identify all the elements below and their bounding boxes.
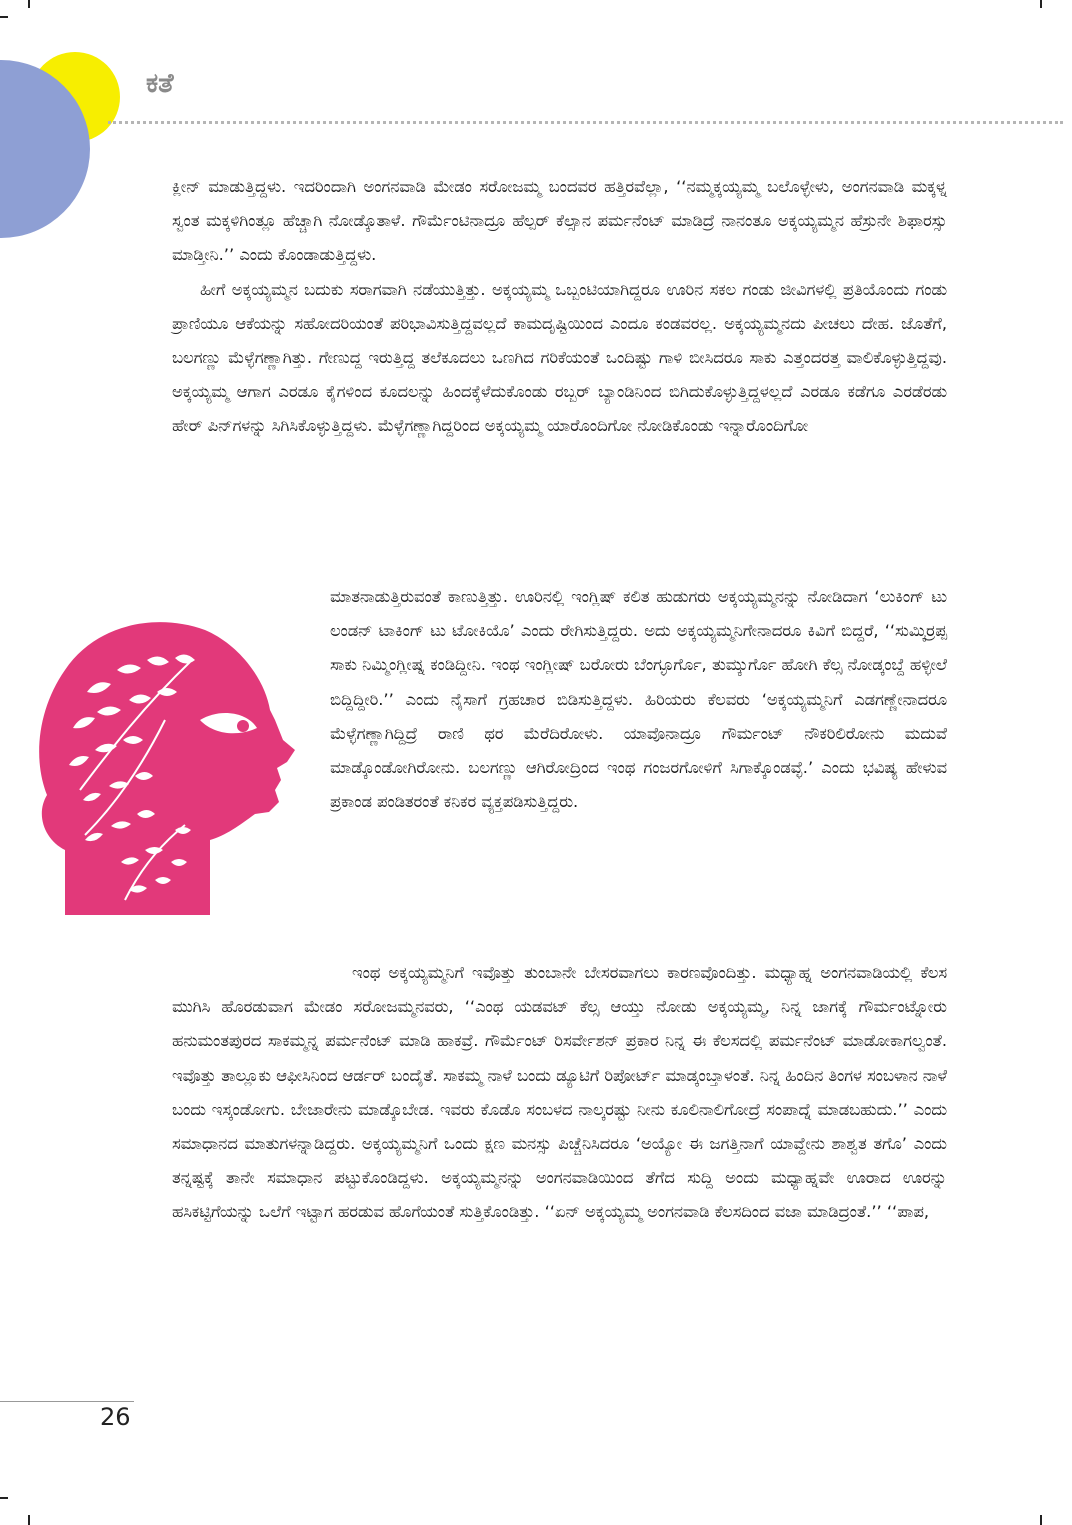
header-dotted-rule bbox=[108, 121, 1063, 124]
paragraph-1: ಕ್ಲೀನ್ ಮಾಡುತ್ತಿದ್ದಳು. ಇದರಿಂದಾಗಿ ಅಂಗನವಾಡಿ ಮೇಡಂ ಸರೋಜಮ್ಮ ಬಂದವರ ಹತ್ತಿರವೆಲ್ಲಾ, ‘‘ನಮ್ಮಕ್ಕಯ್ಯಮ್ಮ ಬಲೊಳ್ಳೇಳು, ಅಂಗನವಾಡಿ ಮಕ್ಕಳ್ನ ಸ್ವಂತ ಮಕ್ಕಳಿಗಿಂತ್ಲೂ ಹೆಚ್ಚಾಗಿ ನೋಡ್ಕೊತಾಳೆ. ಗೌರ್ಮೆಂಟಿನಾದ್ರೂ ಹೆಲ್ಪರ್ ಕೆಲ್ಸಾನ ಪರ್ಮನೆಂಟ್ ಮಾಡಿದ್ರೆ ನಾನಂತೂ ಅಕ್ಕಯ್ಯಮ್ಮನ ಹೆಸ್ರುನೇ ಶಿಫಾರಸ್ಸು ಮಾಡ್ತೀನಿ.’’ ಎಂದು ಕೊಂಡಾಡುತ್ತಿದ್ದಳು. bbox=[172, 177, 947, 265]
crop-mark bbox=[1040, 1515, 1042, 1525]
woman-profile-illustration bbox=[25, 600, 300, 918]
section-title: ಕತೆ bbox=[146, 68, 174, 99]
footer-rule bbox=[0, 1401, 134, 1402]
crop-mark bbox=[0, 1497, 8, 1499]
crop-mark bbox=[1040, 0, 1042, 8]
crop-mark bbox=[0, 16, 8, 18]
page-number: 26 bbox=[100, 1403, 131, 1431]
paragraph-3: ಇಂಥ ಅಕ್ಕಯ್ಯಮ್ಮನಿಗೆ ಇವೊತ್ತು ತುಂಬಾನೇ ಬೇಸರವಾಗಲು ಕಾರಣವೊಂದಿತ್ತು. ಮಧ್ಯಾಹ್ನ ಅಂಗನವಾಡಿಯಲ್ಲಿ ಕೆಲಸ ಮುಗಿಸಿ ಹೊರಡುವಾಗ ಮೇಡಂ ಸರೋಜಮ್ಮನವರು, ‘‘ಎಂಥ ಯಡವಟ್ ಕೆಲ್ಸ ಆಯ್ತು ನೋಡು ಅಕ್ಕಯ್ಯಮ್ಮ, ನಿನ್ನ ಜಾಗಕ್ಕೆ ಗೌರ್ಮಂಟ್ನೋರು ಹನುಮಂತಪುರದ ಸಾಕಮ್ಮನ್ನ ಪರ್ಮನೆಂಟ್ ಮಾಡಿ ಹಾಕವ್ರೆ. ಗೌರ್ಮೆಂಟ್ ರಿಸರ್ವೇಶನ್ ಪ್ರಕಾರ ನಿನ್ನ ಈ ಕೆಲಸದಲ್ಲಿ ಪರ್ಮನೆಂಟ್ ಮಾಡೋಕಾಗಲ್ವಂತೆ. ಇವೊತ್ತು ತಾಲ್ಲೂಕು ಆಫೀಸಿನಿಂದ ಆರ್ಡರ್ ಬಂದೈತೆ. ಸಾಕಮ್ಮ ನಾಳೆ ಬಂದು ಡ್ಯೂಟಿಗೆ ರಿಪೋರ್ಟ್ ಮಾಡ್ಕಂಬ್ತಾಳಂತೆ. ನಿನ್ನ ಹಿಂದಿನ ತಿಂಗಳ ಸಂಬಳಾನ ನಾಳೆ ಬಂದು ಇಸ್ಕಂಡೋಗು. ಬೇಜಾರೇನು ಮಾಡ್ಕೊಬೇಡ. ಇವರು ಕೊಡೊ ಸಂಬಳದ ನಾಲ್ಕರಷ್ಟು ನೀನು ಕೂಲಿನಾಲಿಗೋದ್ರೆ ಸಂಪಾದ್ನೆ ಮಾಡಬಹುದು.’’ ಎಂದು ಸಮಾಧಾನದ ಮಾತುಗಳನ್ನಾಡಿದ್ದರು. ಅಕ್ಕಯ್ಯಮ್ಮನಿಗೆ ಒಂದು ಕ್ಷಣ ಮನಸ್ಸು ಪಿಚ್ಚೆನಿಸಿದರೂ ‘ಅಯ್ಯೋ ಈ ಜಗತ್ತಿನಾಗೆ ಯಾವ್ದೇನು ಶಾಶ್ವತ ತಗೊ’ ಎಂದು ತನ್ನಷ್ಟಕ್ಕೆ ತಾನೇ ಸಮಾಧಾನ ಪಟ್ಟುಕೊಂಡಿದ್ದಳು. ಅಕ್ಕಯ್ಯಮ್ಮನನ್ನು ಅಂಗನವಾಡಿಯಿಂದ ತೆಗೆದ ಸುದ್ದಿ ಅಂದು ಮಧ್ಯಾಹ್ನವೇ ಊರಾದ ಊರನ್ನು ಹಸಿಕಟ್ಟಿಗೆಯನ್ನು ಒಲೆಗೆ ಇಟ್ಟಾಗ ಹರಡುವ ಹೊಗೆಯಂತೆ ಸುತ್ತಿಕೊಂಡಿತ್ತು. ‘‘ಏನ್ ಅಕ್ಕಯ್ಯಮ್ಮ ಅಂಗನವಾಡಿ ಕೆಲಸದಿಂದ ವಜಾ ಮಾಡಿದ್ರಂತೆ.’’ ‘‘ಪಾಪ, bbox=[172, 963, 947, 1222]
text-block-top bbox=[172, 170, 947, 444]
crop-mark bbox=[28, 0, 30, 8]
text-block-wrap bbox=[330, 580, 947, 819]
paragraph-2-continued: ಮಾತನಾಡುತ್ತಿರುವಂತೆ ಕಾಣುತ್ತಿತ್ತು. ಊರಿನಲ್ಲಿ ಇಂಗ್ಲಿಷ್ ಕಲಿತ ಹುಡುಗರು ಅಕ್ಕಯ್ಯಮ್ಮನನ್ನು ನೋಡಿದಾಗ ‘ಲುಕಿಂಗ್ ಟು ಲಂಡನ್ ಟಾಕಿಂಗ್ ಟು ಟೋಕಿಯೊ’ ಎಂದು ರೇಗಿಸುತ್ತಿದ್ದರು. ಅದು ಅಕ್ಕಯ್ಯಮ್ಮನಿಗೇನಾದರೂ ಕಿವಿಗೆ ಬಿದ್ದರೆ, ‘‘ಸುಮ್ಕಿರ್ರಪ್ಪ ಸಾಕು ನಿಮ್ಮಿಂಗ್ಲೀಷ್ನ ಕಂಡಿದ್ದೀನಿ. ಇಂಥ ಇಂಗ್ಲೀಷ್ ಬರೋರು ಬೆಂಗ್ಳೂರ್ಗೊ, ತುಮ್ಕುರ್ಗೊ ಹೋಗಿ ಕೆಲ್ಸ ನೋಡ್ಕಂಬ್ದೆ ಹಳ್ಳೀಲೆ ಬಿದ್ದಿದ್ದೀರಿ.’’ ಎಂದು ನೈಸಾಗೆ ಗ್ರಹಚಾರ ಬಿಡಿಸುತ್ತಿದ್ದಳು. ಹಿರಿಯರು ಕೆಲವರು ‘ಅಕ್ಕಯ್ಯಮ್ಮನಿಗೆ ಎಡಗಣ್ಣೇನಾದರೂ ಮೆಳ್ಳೆಗಣ್ಣಾಗಿದ್ದಿದ್ರೆ ರಾಣಿ ಥರ ಮೆರೆದಿರೋಳು. ಯಾವೊನಾದ್ರೂ ಗೌರ್ಮಂಟ್ ನೌಕರಿಲಿರೋನು ಮದುವೆ ಮಾಡ್ಕೊಂಡೋಗಿರೋನು. ಬಲಗಣ್ಣು ಆಗಿರೋದ್ರಿಂದ ಇಂಥ ಗಂಜರಗೋಳಿಗೆ ಸಿಗಾಕ್ಕೊಂಡವ್ಳೆ.’ ಎಂದು ಭವಿಷ್ಯ ಹೇಳುವ ಪ್ರಕಾಂಡ ಪಂಡಿತರಂತೆ ಕನಿಕರ ವ್ಯಕ್ತಪಡಿಸುತ್ತಿದ್ದರು. bbox=[330, 587, 947, 812]
text-block-bottom bbox=[172, 956, 947, 1230]
paragraph-2: ಹೀಗೆ ಅಕ್ಕಯ್ಯಮ್ಮನ ಬದುಕು ಸರಾಗವಾಗಿ ನಡೆಯುತ್ತಿತ್ತು. ಅಕ್ಕಯ್ಯಮ್ಮ ಒಬ್ಬಂಟಿಯಾಗಿದ್ದರೂ ಊರಿನ ಸಕಲ ಗಂಡು ಜೀವಿಗಳಲ್ಲಿ ಪ್ರತಿಯೊಂದು ಗಂಡು ಪ್ರಾಣಿಯೂ ಆಕೆಯನ್ನು ಸಹೋದರಿಯಂತೆ ಪರಿಭಾವಿಸುತ್ತಿದ್ದವಲ್ಲದೆ ಕಾಮದೃಷ್ಟಿಯಿಂದ ಎಂದೂ ಕಂಡವರಲ್ಲ. ಅಕ್ಕಯ್ಯಮ್ಮನದು ಪೀಚಲು ದೇಹ. ಜೊತೆಗೆ, ಬಲಗಣ್ಣು ಮೆಳ್ಳೆಗಣ್ಣಾಗಿತ್ತು. ಗೇಣುದ್ದ ಇರುತ್ತಿದ್ದ ತಲೆಕೂದಲು ಒಣಗಿದ ಗರಿಕೆಯಂತೆ ಒಂದಿಷ್ಟು ಗಾಳಿ ಬೀಸಿದರೂ ಸಾಕು ಎತ್ತಂದರತ್ತ ವಾಲಿಕೊಳ್ಳುತ್ತಿದ್ದವು. ಅಕ್ಕಯ್ಯಮ್ಮ ಆಗಾಗ ಎರಡೂ ಕೈಗಳಿಂದ ಕೂದಲನ್ನು ಹಿಂದಕ್ಕೆಳೆದುಕೊಂಡು ರಬ್ಬರ್ ಬ್ಯಾಂಡಿನಿಂದ ಬಿಗಿದುಕೊಳ್ಳುತ್ತಿದ್ದಳಲ್ಲದೆ ಎರಡೂ ಕಡೆಗೂ ಎರಡೆರಡು ಹೇರ್ ಪಿನ್‌ಗಳನ್ನು ಸಿಗಿಸಿಕೊಳ್ಳುತ್ತಿದ್ದಳು. ಮೆಳ್ಳೆಗಣ್ಣಾಗಿದ್ದರಿಂದ ಅಕ್ಕಯ್ಯಮ್ಮ ಯಾರೊಂದಿಗೋ ನೋಡಿಕೊಂಡು ಇನ್ನಾರೊಂದಿಗೋ bbox=[172, 279, 947, 436]
crop-mark bbox=[28, 1515, 30, 1525]
